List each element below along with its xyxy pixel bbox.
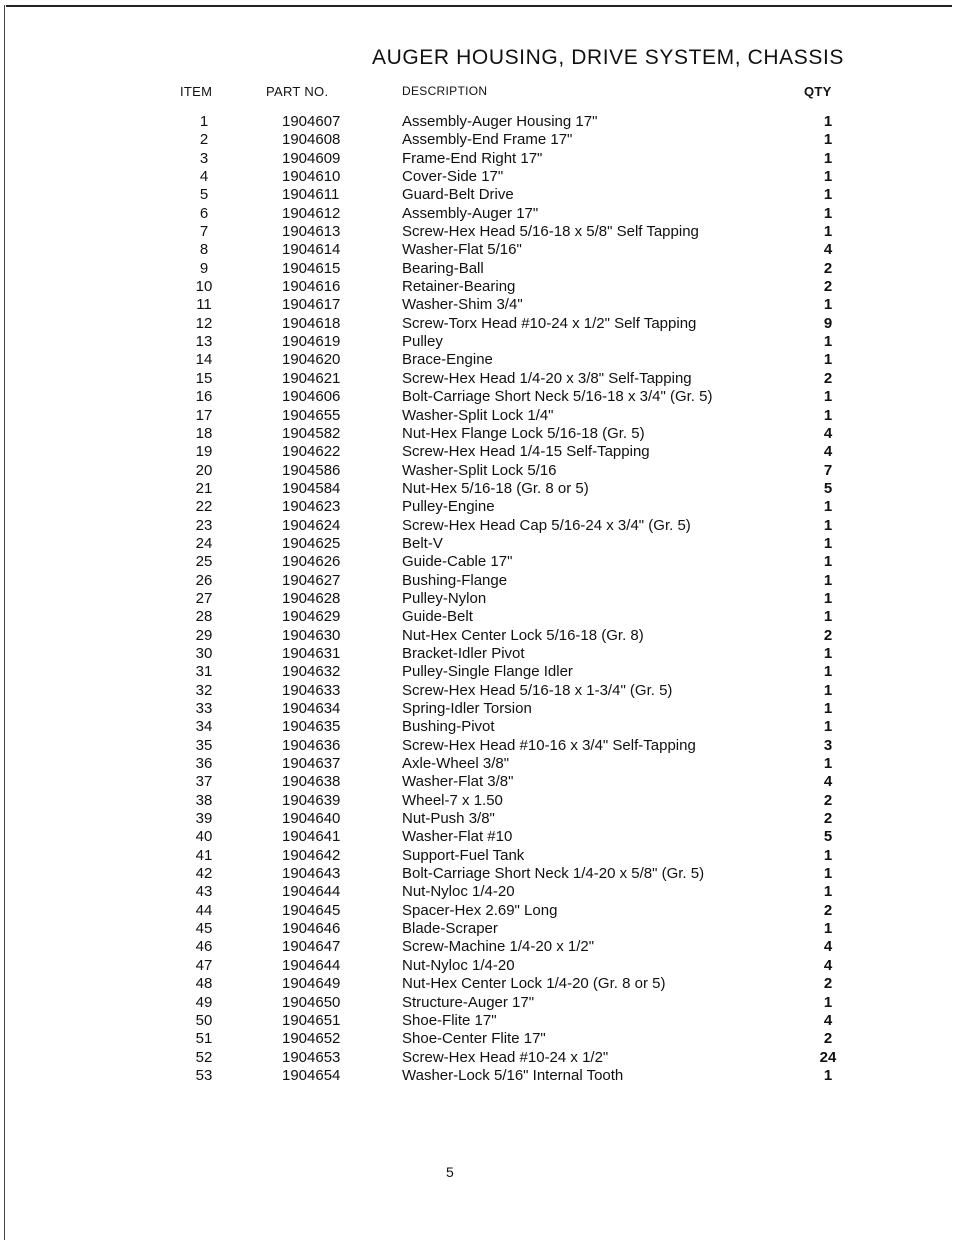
page-title: AUGER HOUSING, DRIVE SYSTEM, CHASSIS bbox=[372, 46, 845, 69]
part-number: 1904636 bbox=[282, 736, 341, 754]
part-number: 1904643 bbox=[282, 865, 341, 883]
description: Washer-Shim 3/4" bbox=[402, 296, 523, 314]
item-number: 15 bbox=[195, 369, 213, 387]
part-number: 1904632 bbox=[282, 663, 341, 681]
part-number: 1904628 bbox=[282, 589, 341, 607]
part-number: 1904646 bbox=[282, 920, 341, 938]
part-number: 1904618 bbox=[282, 314, 341, 332]
description: Nut-Hex Center Lock 5/16-18 (Gr. 8) bbox=[402, 626, 644, 644]
description: Bushing-Pivot bbox=[402, 718, 495, 736]
table-row bbox=[0, 590, 954, 608]
description: Assembly-Auger 17" bbox=[402, 204, 539, 222]
description: Washer-Flat 5/16" bbox=[402, 241, 522, 259]
table-row bbox=[0, 333, 954, 351]
table-row bbox=[0, 755, 954, 773]
table-row bbox=[0, 205, 954, 223]
item-number: 46 bbox=[195, 938, 213, 956]
quantity: 1 bbox=[823, 149, 833, 167]
item-number: 14 bbox=[195, 351, 213, 369]
part-number: 1904629 bbox=[282, 608, 341, 626]
quantity: 4 bbox=[823, 443, 833, 461]
table-row bbox=[0, 737, 954, 755]
description: Wheel-7 x 1.50 bbox=[402, 791, 503, 809]
quantity: 1 bbox=[823, 553, 833, 571]
part-number: 1904644 bbox=[282, 883, 341, 901]
quantity: 1 bbox=[823, 131, 833, 149]
table-row bbox=[0, 168, 954, 186]
description: Cover-Side 17" bbox=[402, 168, 504, 186]
description: Bushing-Flange bbox=[402, 571, 508, 589]
table-row bbox=[0, 1067, 954, 1085]
table-row bbox=[0, 682, 954, 700]
table-row bbox=[0, 535, 954, 553]
quantity: 2 bbox=[823, 259, 833, 277]
part-number: 1904612 bbox=[282, 204, 341, 222]
part-number: 1904607 bbox=[282, 113, 341, 130]
item-number: 8 bbox=[199, 241, 209, 259]
description: Screw-Hex Head 1/4-15 Self-Tapping bbox=[402, 443, 650, 461]
description: Spring-Idler Torsion bbox=[402, 700, 532, 717]
item-number: 49 bbox=[195, 993, 213, 1011]
part-number: 1904624 bbox=[282, 516, 341, 534]
description: Support-Fuel Tank bbox=[402, 846, 525, 864]
item-number: 33 bbox=[195, 700, 213, 717]
item-number: 53 bbox=[195, 1066, 213, 1084]
table-row bbox=[0, 810, 954, 828]
table-row bbox=[0, 1030, 954, 1048]
part-number: 1904647 bbox=[282, 938, 341, 956]
table-row bbox=[0, 572, 954, 590]
item-number: 52 bbox=[195, 1048, 213, 1066]
quantity: 1 bbox=[823, 718, 833, 736]
description: Screw-Hex Head Cap 5/16-24 x 3/4" (Gr. 5) bbox=[402, 516, 691, 534]
item-number: 11 bbox=[196, 296, 212, 314]
table-row bbox=[0, 645, 954, 663]
description: Guard-Belt Drive bbox=[402, 186, 514, 204]
table-row bbox=[0, 773, 954, 791]
item-number: 47 bbox=[195, 956, 213, 974]
quantity: 2 bbox=[823, 975, 833, 993]
part-number: 1904631 bbox=[282, 644, 341, 662]
part-number: 1904625 bbox=[282, 534, 341, 552]
quantity: 2 bbox=[823, 901, 833, 919]
quantity: 1 bbox=[823, 186, 833, 204]
quantity: 1 bbox=[823, 883, 833, 901]
description: Nut-Nyloc 1/4-20 bbox=[402, 956, 515, 974]
part-number: 1904606 bbox=[282, 388, 341, 406]
description: Screw-Hex Head 1/4-20 x 3/8" Self-Tapping bbox=[402, 369, 692, 387]
table-row bbox=[0, 902, 954, 920]
quantity: 5 bbox=[823, 828, 833, 846]
description: Pulley bbox=[402, 333, 443, 351]
description: Retainer-Bearing bbox=[402, 278, 516, 296]
item-number: 44 bbox=[195, 901, 213, 919]
part-number: 1904649 bbox=[282, 975, 341, 993]
item-number: 38 bbox=[195, 791, 213, 809]
part-number: 1904654 bbox=[282, 1066, 341, 1084]
table-row bbox=[0, 883, 954, 901]
item-number: 42 bbox=[195, 865, 213, 883]
description: Bracket-Idler Pivot bbox=[402, 644, 525, 662]
table-row bbox=[0, 462, 954, 480]
part-number: 1904582 bbox=[282, 424, 341, 442]
item-number: 37 bbox=[195, 773, 213, 791]
table-row bbox=[0, 663, 954, 681]
item-number: 32 bbox=[195, 681, 213, 699]
item-number: 27 bbox=[195, 589, 213, 607]
table-row bbox=[0, 425, 954, 443]
quantity: 1 bbox=[823, 333, 833, 351]
item-number: 23 bbox=[195, 516, 213, 534]
item-number: 45 bbox=[195, 920, 213, 938]
table-row bbox=[0, 260, 954, 278]
quantity: 24 bbox=[819, 1048, 837, 1066]
part-number: 1904637 bbox=[282, 755, 341, 773]
table-row bbox=[0, 223, 954, 241]
column-header-part-no: PART NO. bbox=[266, 84, 329, 99]
quantity: 1 bbox=[823, 516, 833, 534]
quantity: 1 bbox=[823, 846, 833, 864]
item-number: 16 bbox=[195, 388, 213, 406]
description: Nut-Hex Center Lock 1/4-20 (Gr. 8 or 5) bbox=[402, 975, 666, 993]
description: Pulley-Single Flange Idler bbox=[402, 663, 573, 681]
quantity: 1 bbox=[823, 296, 833, 314]
table-row bbox=[0, 938, 954, 956]
part-number: 1904655 bbox=[282, 406, 341, 424]
part-number: 1904651 bbox=[282, 1011, 341, 1029]
item-number: 26 bbox=[195, 571, 213, 589]
item-number: 19 bbox=[195, 443, 213, 461]
part-number: 1904652 bbox=[282, 1030, 341, 1048]
part-number: 1904640 bbox=[282, 810, 341, 828]
quantity: 9 bbox=[823, 314, 833, 332]
item-number: 13 bbox=[195, 333, 213, 351]
description: Structure-Auger 17" bbox=[402, 993, 535, 1011]
description: Frame-End Right 17" bbox=[402, 149, 543, 167]
quantity: 1 bbox=[823, 168, 833, 186]
description: Screw-Machine 1/4-20 x 1/2" bbox=[402, 938, 595, 956]
table-row bbox=[0, 792, 954, 810]
item-number: 29 bbox=[195, 626, 213, 644]
table-row bbox=[0, 388, 954, 406]
part-number: 1904642 bbox=[282, 846, 341, 864]
table-row bbox=[0, 700, 954, 718]
item-number: 3 bbox=[199, 149, 209, 167]
quantity: 2 bbox=[823, 278, 833, 296]
quantity: 4 bbox=[823, 1011, 833, 1029]
part-number: 1904620 bbox=[282, 351, 341, 369]
table-row bbox=[0, 627, 954, 645]
description: Shoe-Flite 17" bbox=[402, 1011, 497, 1029]
table-row bbox=[0, 131, 954, 149]
quantity: 1 bbox=[823, 755, 833, 773]
item-number: 35 bbox=[195, 736, 213, 754]
description: Assembly-End Frame 17" bbox=[402, 131, 573, 149]
part-number: 1904586 bbox=[282, 461, 341, 479]
quantity: 4 bbox=[823, 956, 833, 974]
item-number: 48 bbox=[195, 975, 213, 993]
quantity: 2 bbox=[823, 810, 833, 828]
quantity: 2 bbox=[823, 791, 833, 809]
quantity: 1 bbox=[823, 681, 833, 699]
part-number: 1904644 bbox=[282, 956, 341, 974]
quantity: 4 bbox=[823, 938, 833, 956]
quantity: 2 bbox=[823, 626, 833, 644]
quantity: 1 bbox=[823, 920, 833, 938]
quantity: 1 bbox=[823, 204, 833, 222]
column-header-qty: QTY bbox=[804, 84, 832, 99]
part-number: 1904584 bbox=[282, 479, 341, 497]
quantity: 1 bbox=[823, 663, 833, 681]
table-row bbox=[0, 278, 954, 296]
description: Bolt-Carriage Short Neck 1/4-20 x 5/8" (Gr. 5) bbox=[402, 865, 705, 883]
quantity: 2 bbox=[823, 369, 833, 387]
part-number: 1904627 bbox=[282, 571, 341, 589]
item-number: 31 bbox=[195, 663, 213, 681]
part-number: 1904653 bbox=[282, 1048, 341, 1066]
quantity: 7 bbox=[823, 461, 833, 479]
quantity: 1 bbox=[823, 406, 833, 424]
quantity: 4 bbox=[823, 241, 833, 259]
table-row bbox=[0, 975, 954, 993]
table-row bbox=[0, 847, 954, 865]
part-number: 1904634 bbox=[282, 700, 341, 717]
quantity: 1 bbox=[823, 589, 833, 607]
part-number: 1904614 bbox=[282, 241, 341, 259]
quantity: 2 bbox=[823, 1030, 833, 1048]
quantity: 1 bbox=[823, 865, 833, 883]
table-row bbox=[0, 370, 954, 388]
part-number: 1904626 bbox=[282, 553, 341, 571]
item-number: 5 bbox=[199, 186, 209, 204]
part-number: 1904645 bbox=[282, 901, 341, 919]
table-row bbox=[0, 296, 954, 314]
item-number: 34 bbox=[195, 718, 213, 736]
table-row bbox=[0, 113, 954, 131]
description: Washer-Lock 5/16" Internal Tooth bbox=[402, 1066, 624, 1084]
part-number: 1904650 bbox=[282, 993, 341, 1011]
item-number: 9 bbox=[199, 259, 209, 277]
table-row bbox=[0, 186, 954, 204]
table-row bbox=[0, 828, 954, 846]
table-row bbox=[0, 351, 954, 369]
description: Washer-Split Lock 5/16 bbox=[402, 461, 557, 479]
table-row bbox=[0, 480, 954, 498]
quantity: 1 bbox=[823, 608, 833, 626]
description: Screw-Torx Head #10-24 x 1/2" Self Tapping bbox=[402, 314, 697, 332]
item-number: 41 bbox=[195, 846, 213, 864]
item-number: 43 bbox=[195, 883, 213, 901]
part-number: 1904639 bbox=[282, 791, 341, 809]
part-number: 1904623 bbox=[282, 498, 341, 516]
description: Assembly-Auger Housing 17" bbox=[402, 113, 598, 130]
item-number: 51 bbox=[195, 1030, 213, 1048]
part-number: 1904619 bbox=[282, 333, 341, 351]
part-number: 1904641 bbox=[282, 828, 341, 846]
table-row bbox=[0, 1049, 954, 1067]
item-number: 21 bbox=[195, 479, 213, 497]
table-row bbox=[0, 150, 954, 168]
quantity: 1 bbox=[823, 351, 833, 369]
item-number: 30 bbox=[195, 644, 213, 662]
description: Screw-Hex Head 5/16-18 x 5/8" Self Tapping bbox=[402, 223, 699, 241]
item-number: 17 bbox=[195, 406, 213, 424]
item-number: 4 bbox=[199, 168, 209, 186]
table-row bbox=[0, 443, 954, 461]
item-number: 40 bbox=[195, 828, 213, 846]
table-row bbox=[0, 315, 954, 333]
quantity: 5 bbox=[823, 479, 833, 497]
table-row bbox=[0, 241, 954, 259]
item-number: 39 bbox=[195, 810, 213, 828]
part-number: 1904638 bbox=[282, 773, 341, 791]
quantity: 1 bbox=[823, 644, 833, 662]
page-number: 5 bbox=[446, 1164, 454, 1180]
quantity: 4 bbox=[823, 424, 833, 442]
table-row bbox=[0, 553, 954, 571]
description: Screw-Hex Head #10-24 x 1/2" bbox=[402, 1048, 609, 1066]
item-number: 18 bbox=[195, 424, 213, 442]
description: Screw-Hex Head 5/16-18 x 1-3/4" (Gr. 5) bbox=[402, 681, 673, 699]
table-row bbox=[0, 865, 954, 883]
description: Belt-V bbox=[402, 534, 443, 552]
item-number: 7 bbox=[199, 223, 209, 241]
parts-table bbox=[0, 113, 954, 1085]
description: Pulley-Engine bbox=[402, 498, 495, 516]
part-number: 1904615 bbox=[282, 259, 341, 277]
description: Washer-Split Lock 1/4" bbox=[402, 406, 554, 424]
quantity: 3 bbox=[823, 736, 833, 754]
part-number: 1904608 bbox=[282, 131, 341, 149]
part-number: 1904609 bbox=[282, 149, 341, 167]
description: Nut-Hex Flange Lock 5/16-18 (Gr. 5) bbox=[402, 424, 645, 442]
description: Guide-Cable 17" bbox=[402, 553, 513, 571]
part-number: 1904617 bbox=[282, 296, 341, 314]
item-number: 22 bbox=[195, 498, 213, 516]
description: Nut-Push 3/8" bbox=[402, 810, 495, 828]
item-number: 10 bbox=[195, 278, 213, 296]
column-header-item: ITEM bbox=[180, 84, 213, 99]
table-row bbox=[0, 920, 954, 938]
column-header-description: DESCRIPTION bbox=[402, 84, 488, 98]
part-number: 1904611 bbox=[282, 186, 340, 204]
top-border-rule bbox=[6, 5, 952, 7]
item-number: 6 bbox=[199, 204, 209, 222]
part-number: 1904630 bbox=[282, 626, 341, 644]
item-number: 1 bbox=[199, 113, 209, 130]
quantity: 1 bbox=[823, 388, 833, 406]
description: Nut-Hex 5/16-18 (Gr. 8 or 5) bbox=[402, 479, 589, 497]
part-number: 1904616 bbox=[282, 278, 341, 296]
quantity: 4 bbox=[823, 773, 833, 791]
item-number: 50 bbox=[195, 1011, 213, 1029]
quantity: 1 bbox=[823, 1066, 833, 1084]
item-number: 2 bbox=[199, 131, 209, 149]
part-number: 1904635 bbox=[282, 718, 341, 736]
description: Pulley-Nylon bbox=[402, 589, 487, 607]
part-number: 1904613 bbox=[282, 223, 341, 241]
part-number: 1904622 bbox=[282, 443, 341, 461]
item-number: 28 bbox=[195, 608, 213, 626]
item-number: 25 bbox=[195, 553, 213, 571]
quantity: 1 bbox=[823, 571, 833, 589]
quantity: 1 bbox=[823, 700, 833, 717]
item-number: 12 bbox=[195, 314, 213, 332]
item-number: 20 bbox=[195, 461, 213, 479]
part-number: 1904633 bbox=[282, 681, 341, 699]
description: Blade-Scraper bbox=[402, 920, 498, 938]
description: Screw-Hex Head #10-16 x 3/4" Self-Tapping bbox=[402, 736, 696, 754]
description: Shoe-Center Flite 17" bbox=[402, 1030, 546, 1048]
item-number: 24 bbox=[195, 534, 213, 552]
part-number: 1904621 bbox=[282, 369, 341, 387]
table-row bbox=[0, 1012, 954, 1030]
description: Bearing-Ball bbox=[402, 259, 484, 277]
description: Washer-Flat #10 bbox=[402, 828, 513, 846]
description: Nut-Nyloc 1/4-20 bbox=[402, 883, 515, 901]
quantity: 1 bbox=[823, 534, 833, 552]
part-number: 1904610 bbox=[282, 168, 341, 186]
table-row bbox=[0, 517, 954, 535]
description: Brace-Engine bbox=[402, 351, 493, 369]
quantity: 1 bbox=[823, 113, 833, 130]
description: Washer-Flat 3/8" bbox=[402, 773, 514, 791]
table-row bbox=[0, 608, 954, 626]
table-row bbox=[0, 718, 954, 736]
quantity: 1 bbox=[823, 993, 833, 1011]
table-row bbox=[0, 498, 954, 516]
item-number: 36 bbox=[195, 755, 213, 773]
quantity: 1 bbox=[823, 223, 833, 241]
table-row bbox=[0, 407, 954, 425]
description: Axle-Wheel 3/8" bbox=[402, 755, 510, 773]
table-row bbox=[0, 957, 954, 975]
description: Guide-Belt bbox=[402, 608, 473, 626]
quantity: 1 bbox=[823, 498, 833, 516]
description: Bolt-Carriage Short Neck 5/16-18 x 3/4" (Gr. 5) bbox=[402, 388, 713, 406]
table-row bbox=[0, 994, 954, 1012]
description: Spacer-Hex 2.69" Long bbox=[402, 901, 558, 919]
